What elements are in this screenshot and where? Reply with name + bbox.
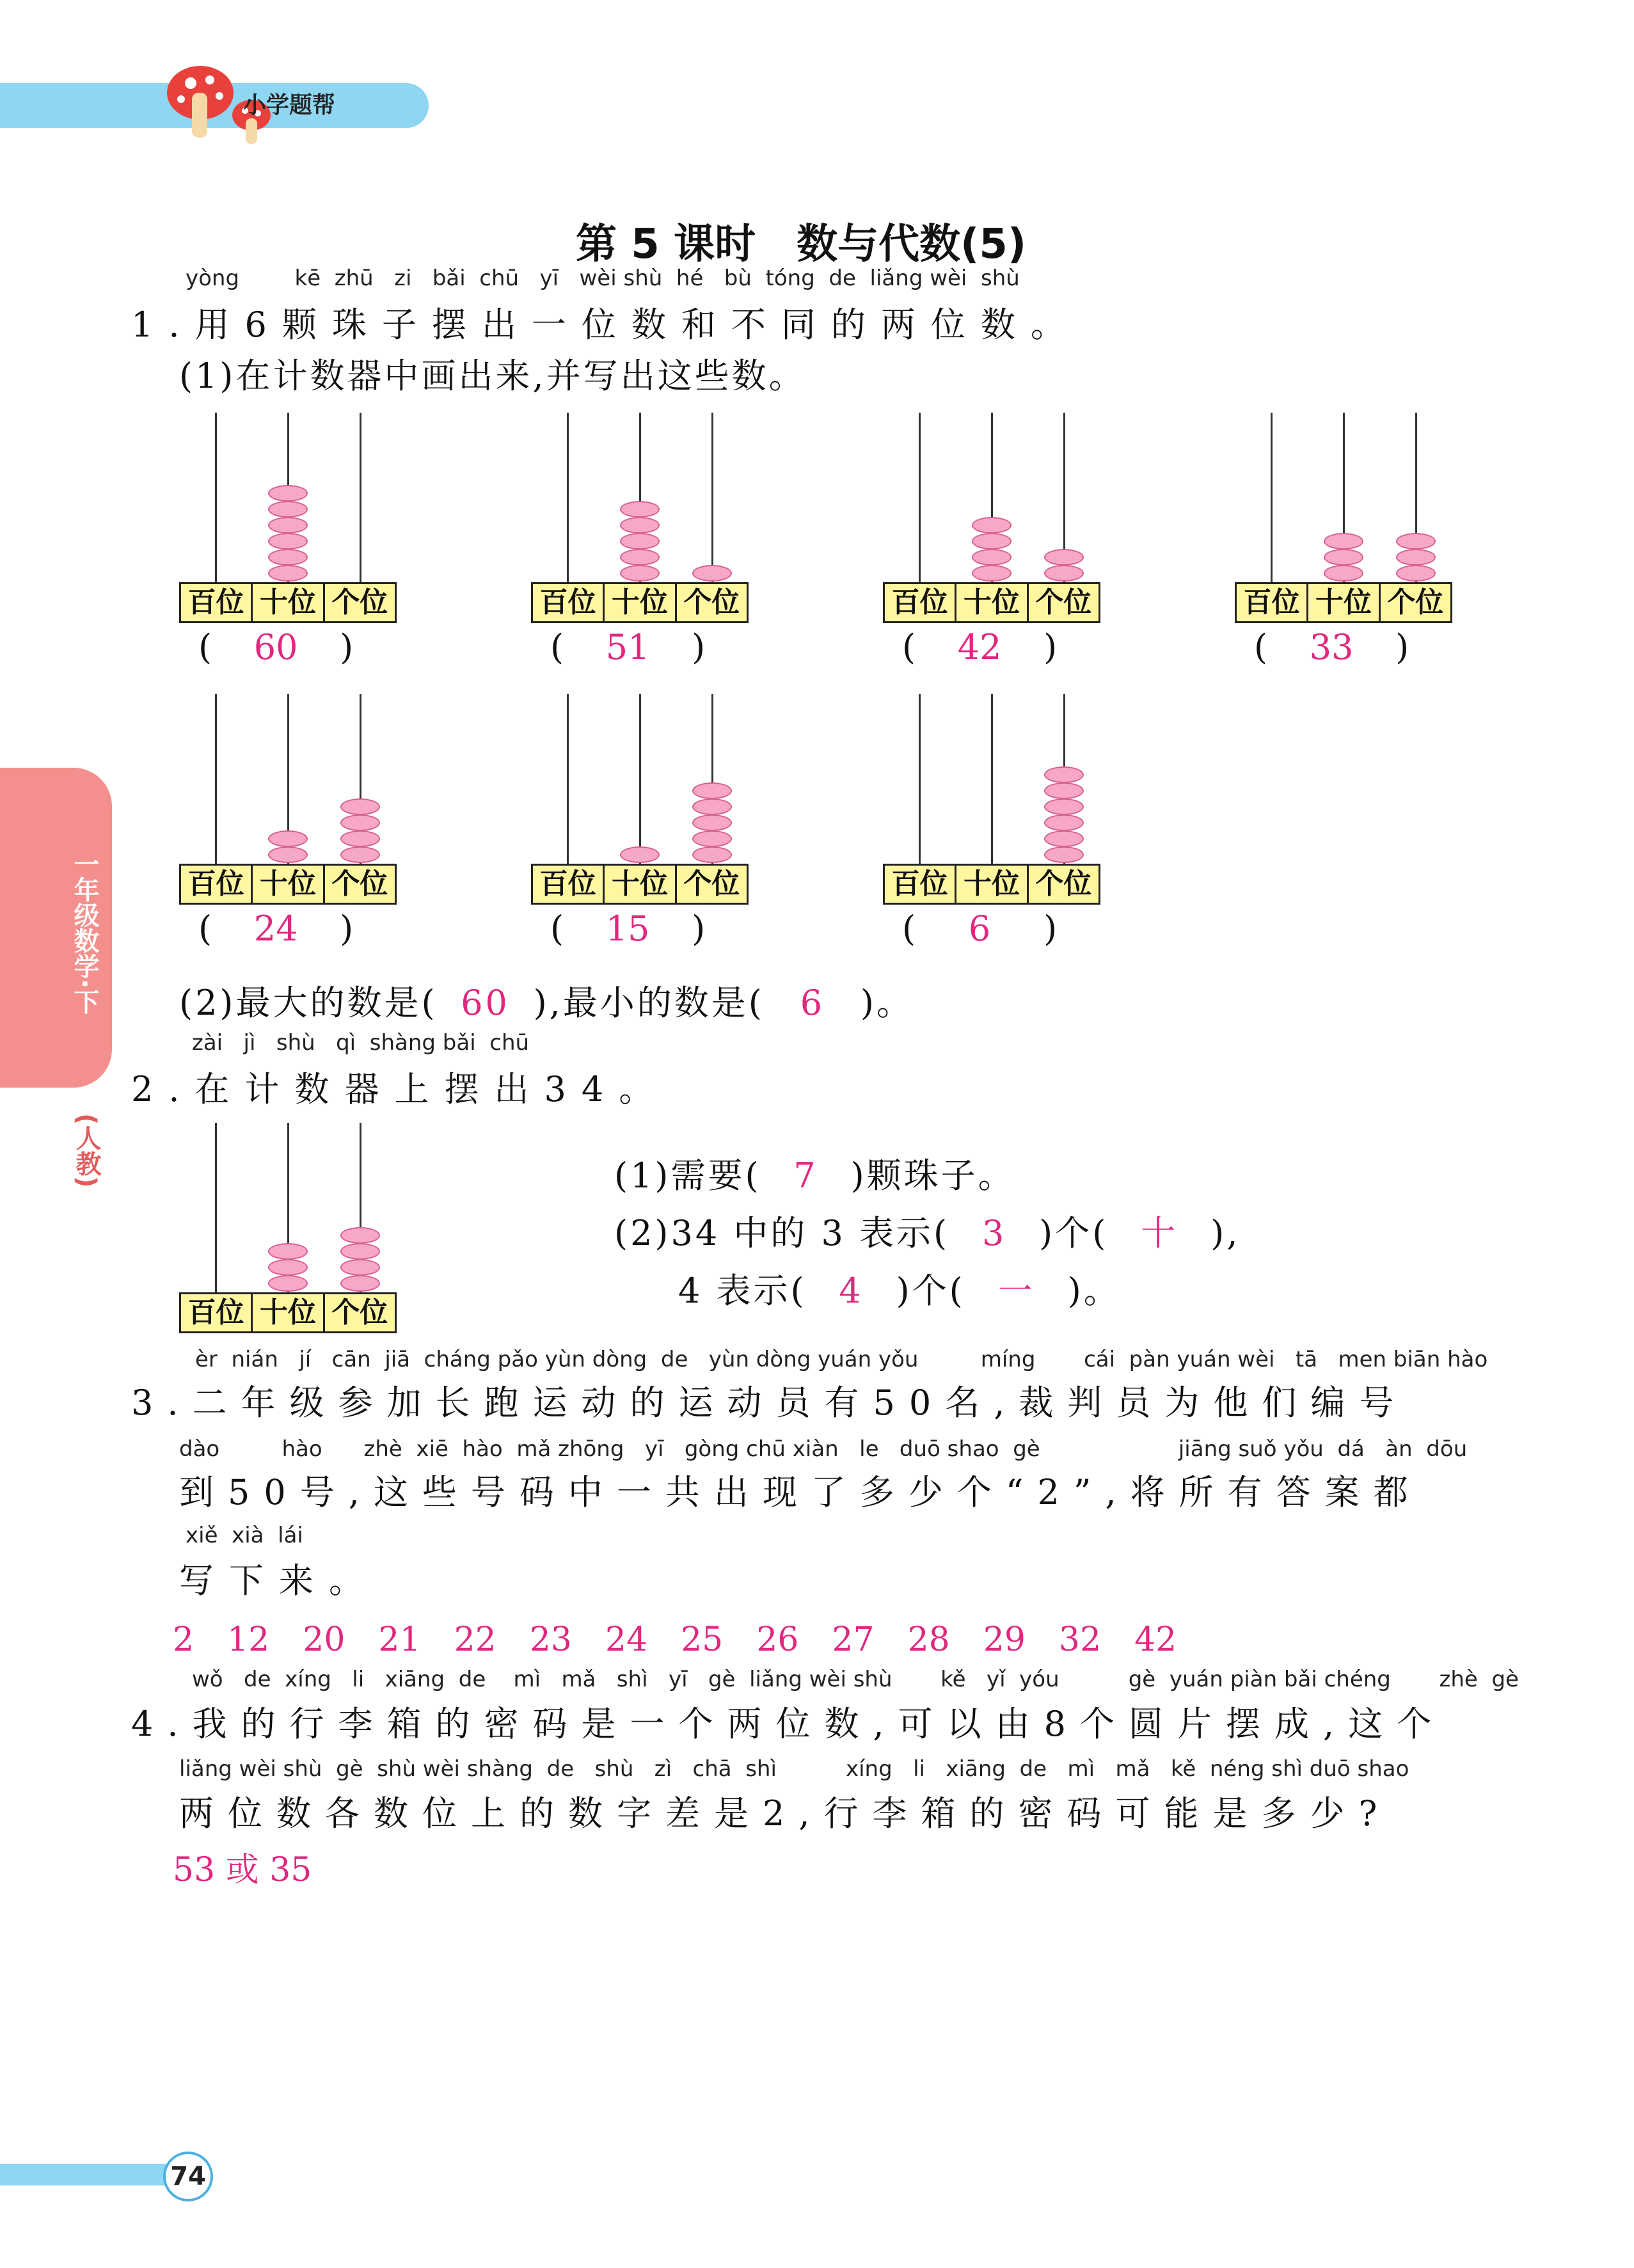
abacus-bead [972, 533, 1011, 550]
abacus-answer: 33 [1309, 627, 1354, 667]
q1-min-answer: 6 [800, 983, 825, 1023]
abacus-bead [692, 830, 732, 847]
q3-pinyin-3: xiě xià lái [186, 1523, 303, 1548]
q1-sub2-mid: ),最小的数是( [533, 983, 765, 1023]
abacus-place-label: 百位 [181, 584, 253, 621]
abacus [883, 413, 1100, 624]
paren-open: ( [902, 908, 916, 949]
q2-s2-end: ), [1210, 1213, 1241, 1253]
abacus-bead [972, 517, 1011, 534]
abacus-bead [692, 565, 732, 582]
abacus-place-label: 百位 [533, 584, 605, 621]
abacus-bead [340, 846, 380, 863]
q2-s3-answer2: 一 [997, 1271, 1035, 1311]
abacus-bead [268, 1259, 308, 1276]
q4-answer: 53 或 35 [173, 1851, 312, 1889]
abacus-answer: 42 [957, 627, 1002, 667]
abacus-rod-hundreds [567, 694, 569, 864]
abacus-place-label: 百位 [533, 866, 605, 903]
paren-close: ) [692, 627, 706, 667]
q2-s1-prefix: (1)需要( [614, 1155, 761, 1196]
abacus-bead [1324, 565, 1363, 582]
abacus-bead [268, 485, 308, 502]
abacus-answer-blank [1254, 627, 1409, 667]
paren-open: ( [1254, 627, 1268, 667]
abacus-answer: 24 [253, 908, 298, 949]
q2-s3-answer1: 4 [839, 1271, 864, 1311]
paren-open: ( [550, 627, 564, 667]
abacus-bead [620, 565, 660, 582]
abacus-label-bar [179, 582, 397, 623]
q3-line-2: 到50号,这些号码中一共出现了多少个“2”,将所有答案都 [179, 1472, 1422, 1512]
abacus-bead [340, 1275, 380, 1292]
paren-close: ) [340, 627, 354, 667]
abacus [1235, 413, 1452, 624]
abacus-bead [1396, 533, 1436, 550]
brand-title: 小学题帮 [243, 92, 336, 118]
abacus-rod-ones [711, 413, 713, 582]
abacus-bead [1396, 549, 1436, 566]
abacus-bead [1044, 846, 1084, 863]
q2-s2-answer1: 3 [981, 1213, 1007, 1253]
abacus-answer-blank [902, 627, 1057, 667]
q4-line-1: 4.我的行李箱的密码是一个两位数,可以由8个圆片摆成,这个 [131, 1704, 1446, 1744]
side-tab-edition: (人教) [72, 1113, 101, 1188]
abacus [883, 694, 1100, 905]
abacus-bead [1324, 549, 1363, 566]
abacus-bead [268, 1243, 308, 1260]
abacus-rod-hundreds [567, 413, 569, 582]
paren-close: ) [1395, 627, 1409, 667]
q3-line-1: 3.二年级参加长跑运动的运动员有50名,裁判员为他们编号 [131, 1383, 1408, 1423]
abacus-answer-blank [550, 627, 705, 667]
abacus-place-label: 十位 [253, 866, 324, 903]
abacus-place-label: 个位 [683, 586, 740, 619]
page-title: 第 5 课时 数与代数(5) [576, 221, 1027, 268]
abacus-answer: 6 [968, 908, 991, 949]
abacus-bead [620, 533, 660, 550]
abacus-answer-blank [550, 908, 705, 949]
abacus-place-label: 百位 [181, 866, 253, 903]
abacus-bead [340, 830, 380, 847]
abacus-bead [268, 830, 308, 847]
q2-pinyin: zài jì shù qì shàng bǎi chū [192, 1030, 530, 1056]
abacus-bead [268, 533, 308, 550]
abacus-place-label: 十位 [956, 866, 1028, 903]
abacus-bead [1044, 782, 1084, 799]
q1-sub2-end: )。 [860, 983, 914, 1023]
abacus-answer: 60 [253, 627, 298, 667]
q2-s3-mid: )个( [896, 1271, 965, 1311]
abacus-bead [972, 549, 1011, 566]
abacus-bead [268, 549, 308, 566]
q1-sub2 [179, 976, 914, 1025]
abacus-place-label: 个位 [1035, 586, 1092, 619]
abacus-place-label: 个位 [1035, 868, 1092, 900]
abacus-rod-ones [360, 413, 361, 582]
q2-s2-answer2: 十 [1141, 1213, 1178, 1253]
abacus-place-label: 百位 [885, 584, 956, 621]
q3-line-3: 写下来。 [179, 1560, 379, 1601]
abacus-bead [268, 1275, 308, 1292]
q4-pinyin-2: liǎng wèi shù gè shù wèi shàng de shù zì chā shì xíng li xiāng de mì mǎ kě néng shì duō shao [179, 1756, 1409, 1782]
abacus-label-bar [531, 864, 749, 905]
abacus-answer: 51 [605, 627, 650, 667]
page-number: 74 [163, 2152, 213, 2201]
abacus-place-label: 个位 [331, 1296, 388, 1329]
abacus-bead [1044, 830, 1084, 847]
footer-bar [0, 2164, 186, 2185]
q1-sub1: (1)在计数器中画出来,并写出这些数。 [179, 356, 806, 396]
q1-sub2-prefix: (2)最大的数是( [179, 983, 438, 1023]
abacus-bead [340, 1259, 380, 1276]
abacus-bead [620, 517, 660, 534]
q2-s2-mid: )个( [1039, 1213, 1109, 1253]
q4-pinyin-1: wǒ de xíng li xiāng de mì mǎ shì yī gè liǎng wèi shù kě yǐ yóu gè yuán piàn bǎi chéng zhè gè [192, 1667, 1519, 1692]
abacus-bead [1396, 565, 1436, 582]
abacus-bead [620, 549, 660, 566]
abacus [179, 413, 397, 624]
abacus-bead [340, 814, 380, 831]
abacus-bead [1324, 533, 1363, 550]
paren-close: ) [692, 908, 706, 949]
abacus-bead [1044, 798, 1084, 815]
abacus-bead [620, 846, 660, 863]
q2-s1-answer: 7 [793, 1155, 818, 1196]
abacus-label-bar [883, 582, 1100, 623]
paren-close: ) [1043, 908, 1058, 949]
side-tab-text: 一年级数学·下 [70, 851, 99, 1015]
q3-pinyin-1: èr nián jí cān jiā cháng pǎo yùn dòng de yùn dòng yuán yǒu míng cái pàn yuán wèi tā men biān hào [195, 1347, 1488, 1372]
abacus-bead [268, 565, 308, 582]
abacus-place-label: 个位 [683, 868, 740, 900]
q2-s1-end: )颗珠子。 [850, 1155, 1015, 1196]
paren-close: ) [1043, 627, 1058, 667]
abacus-answer-blank [902, 908, 1057, 949]
abacus-bead [692, 814, 732, 831]
abacus-label-bar [179, 1292, 397, 1333]
abacus-rod-hundreds [919, 413, 921, 582]
abacus-rod-tens [991, 694, 993, 864]
abacus-place-label: 个位 [1387, 586, 1444, 619]
abacus-place-label: 十位 [605, 584, 676, 621]
paren-close: ) [340, 908, 354, 949]
abacus-answer-blank [198, 908, 353, 949]
q1-text: 1.用6颗珠子摆出一位数和不同的两位数。 [131, 305, 1081, 345]
abacus-place-label: 百位 [181, 1294, 253, 1331]
abacus [531, 413, 749, 624]
abacus-place-label: 十位 [253, 584, 324, 621]
q2-s3-prefix: 4 表示( [678, 1271, 807, 1311]
abacus-rod-hundreds [215, 1123, 217, 1292]
abacus-bead [1044, 549, 1084, 566]
abacus-bead [268, 501, 308, 518]
abacus-place-label: 十位 [253, 1294, 324, 1331]
abacus-place-label: 个位 [331, 586, 388, 619]
abacus-label-bar [179, 864, 397, 905]
abacus-answer-blank [198, 627, 353, 667]
abacus-place-label: 十位 [605, 866, 676, 903]
paren-open: ( [902, 627, 916, 667]
abacus-rod-hundreds [1271, 413, 1273, 582]
abacus-place-label: 十位 [956, 584, 1028, 621]
q2-text: 2.在计数器上摆出34。 [131, 1069, 669, 1109]
abacus-bead [620, 501, 660, 518]
abacus-bead [268, 517, 308, 534]
paren-open: ( [198, 908, 212, 949]
abacus-place-label: 十位 [1308, 584, 1380, 621]
q1-pinyin: yòng kē zhū zi bǎi chū yī wèi shù hé bù tóng de liǎng wèi shù [186, 266, 1020, 291]
abacus [179, 694, 397, 905]
q2-s3 [678, 1264, 1121, 1313]
abacus-label-bar [1235, 582, 1452, 623]
abacus-rod-hundreds [215, 413, 217, 582]
abacus-bead [340, 1227, 380, 1244]
abacus [179, 1123, 397, 1334]
abacus-bead [972, 565, 1011, 582]
abacus-label-bar [883, 864, 1100, 905]
q1-max-answer: 60 [461, 983, 510, 1023]
q3-answer: 2 12 20 21 22 23 24 25 26 27 28 29 32 42 [173, 1621, 1177, 1659]
abacus-bead [692, 846, 732, 863]
q2-s1 [614, 1148, 1015, 1198]
paren-open: ( [198, 627, 212, 667]
abacus-rod-hundreds [215, 694, 217, 864]
abacus-answer: 15 [605, 908, 650, 949]
q3-pinyin-2: dào hào zhè xiē hào mǎ zhōng yī gòng chū xiàn le duō shao gè jiāng suǒ yǒu dá àn dōu [179, 1436, 1468, 1462]
abacus-bead [268, 846, 308, 863]
abacus-bead [1044, 814, 1084, 831]
q2-s2-prefix: (2)34 中的 3 表示( [614, 1213, 950, 1253]
abacus-bead [692, 798, 732, 815]
abacus-rod-hundreds [919, 694, 921, 864]
abacus-bead [340, 1243, 380, 1260]
abacus-place-label: 个位 [331, 868, 388, 900]
abacus-bead [340, 798, 380, 815]
abacus-place-label: 百位 [1237, 584, 1308, 621]
abacus-label-bar [531, 582, 749, 623]
abacus-rod-tens [639, 694, 641, 864]
abacus-place-label: 百位 [885, 866, 956, 903]
abacus-bead [692, 782, 732, 799]
abacus [531, 694, 749, 905]
q2-s3-end: )。 [1067, 1271, 1121, 1311]
paren-open: ( [550, 908, 564, 949]
abacus-bead [1044, 766, 1084, 783]
q2-s2 [614, 1206, 1241, 1255]
abacus-bead [1044, 565, 1084, 582]
q4-line-2: 两位数各数位上的数字差是2,行李箱的密码可能是多少? [179, 1793, 1392, 1834]
